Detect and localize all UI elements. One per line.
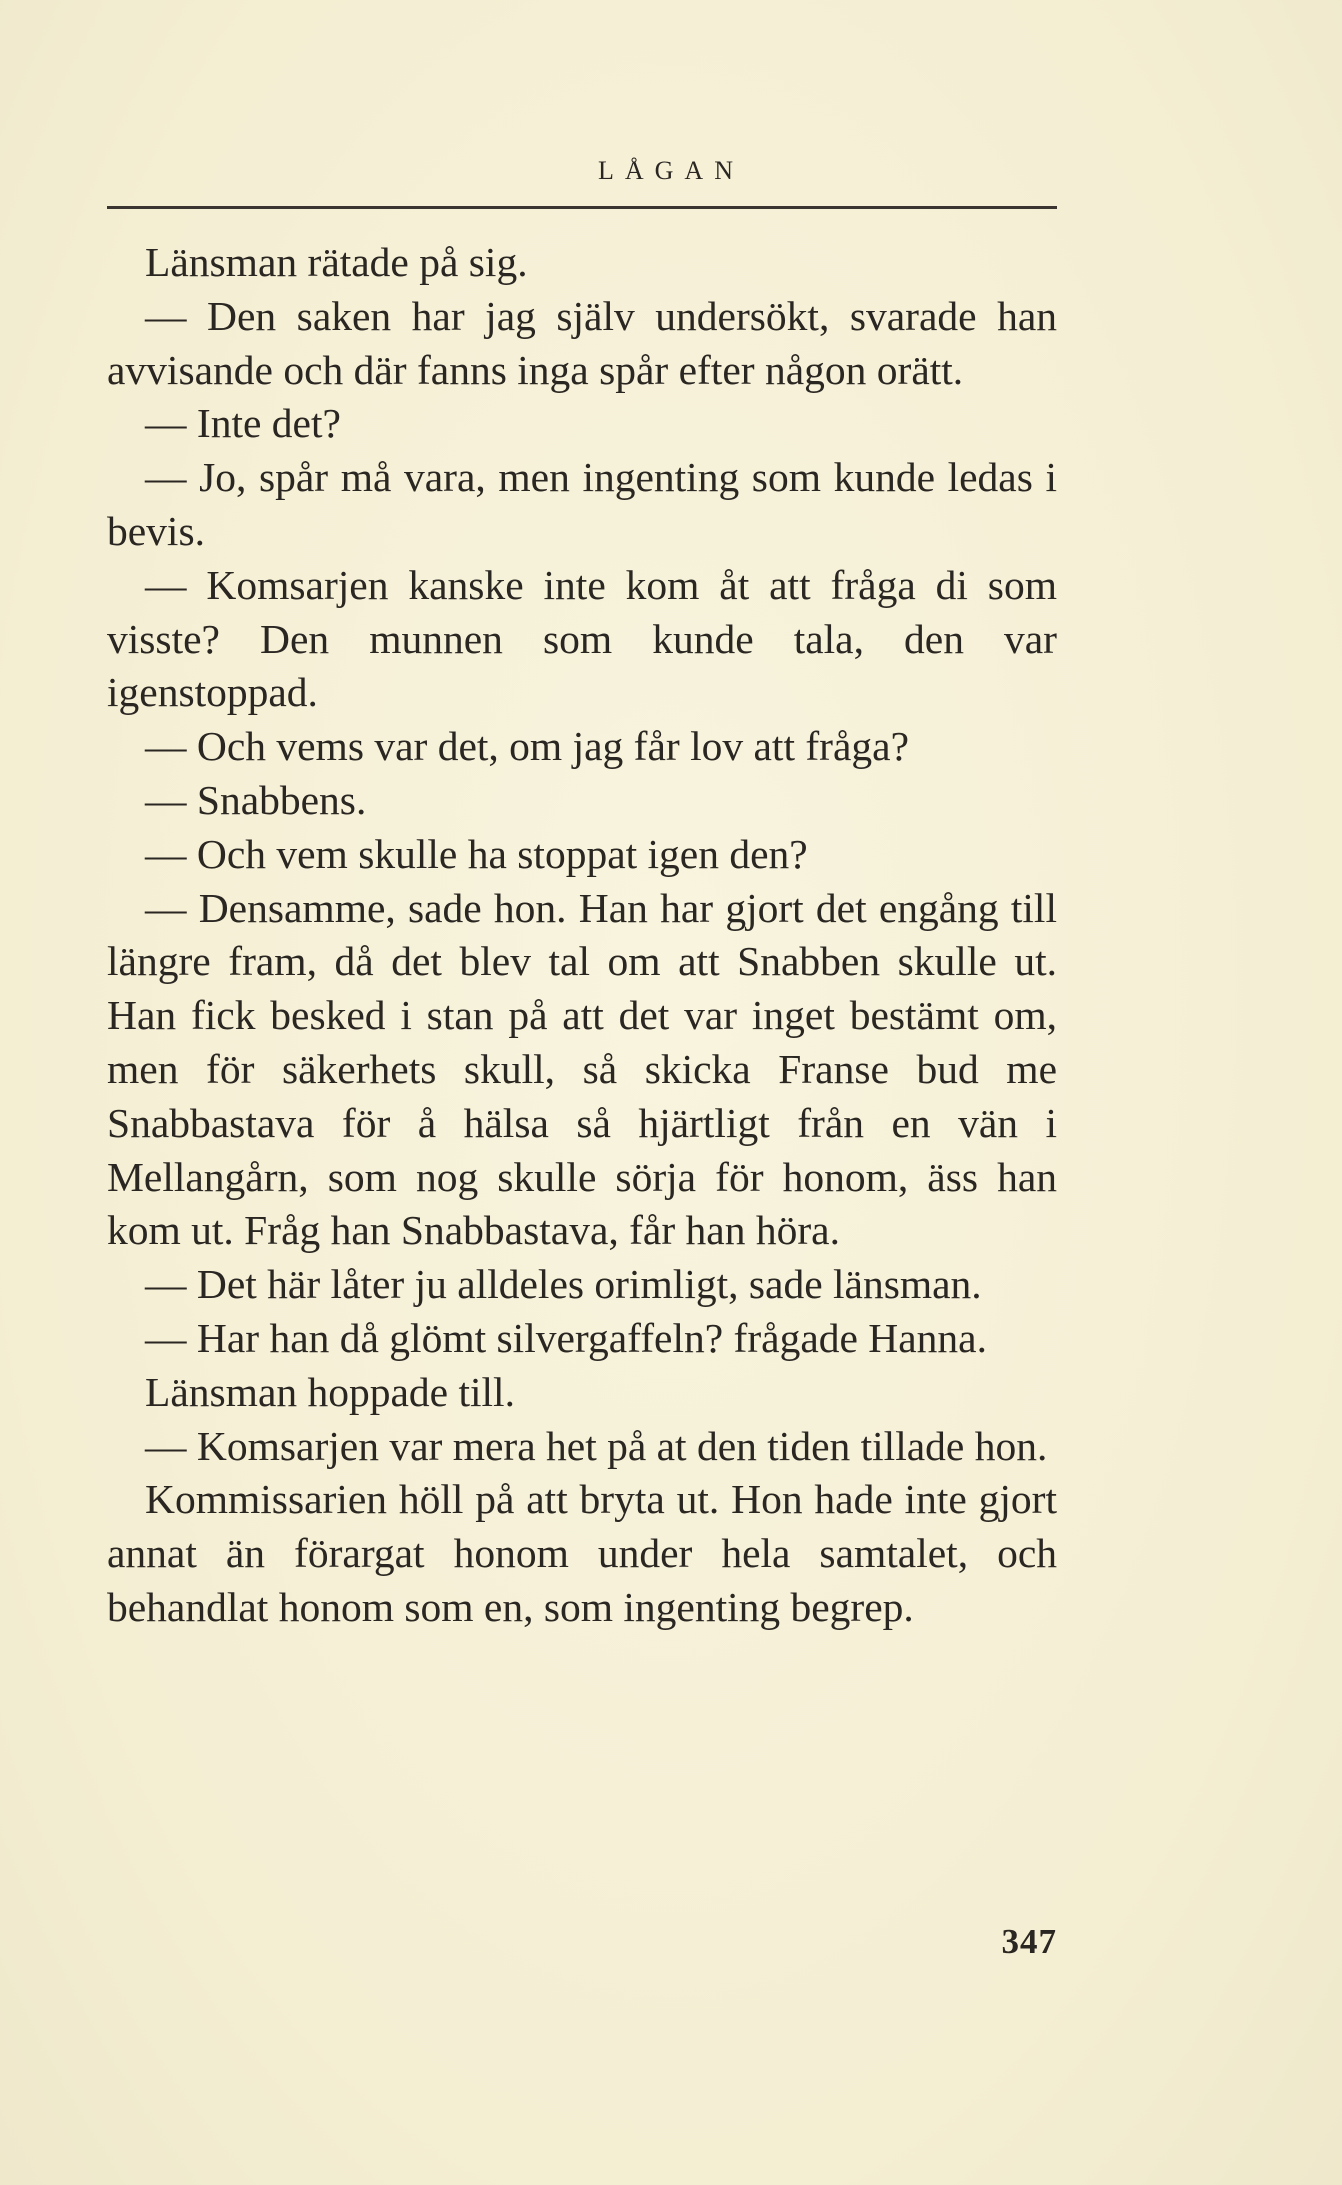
- paragraph: — Komsarjen kanske inte kom åt att fråga di som visste? Den munnen som kunde tala, den var igenstoppad.: [107, 561, 1057, 716]
- page-number: 347: [1001, 1922, 1057, 1961]
- paragraph: Länsman hoppade till.: [145, 1368, 515, 1415]
- paragraph: — Och vem skulle ha stoppat igen den?: [145, 830, 808, 877]
- paragraph: Länsman rätade på sig.: [145, 239, 528, 285]
- paragraph: — Jo, spår må vara, men ingenting som kunde ledas i bevis.: [107, 454, 1057, 554]
- header-rule: [107, 206, 1057, 209]
- paragraph: — Det här låter ju alldeles orimligt, sade länsman.: [145, 1261, 982, 1308]
- paragraph: Kommissarien höll på att bryta ut. Hon hade inte gjort annat än förargat honom under hela samtalet, och behandlat honom som en, som ingenting begrep.: [107, 1476, 1057, 1630]
- paragraph: — Inte det?: [145, 400, 341, 447]
- paragraph: — Snabbens.: [145, 776, 367, 823]
- paragraph: — Den saken har jag själv undersökt, svarade han avvisande och där fanns inga spår efter någon orätt.: [107, 292, 1057, 393]
- running-head: LÅGAN: [598, 156, 744, 185]
- paragraph: — Komsarjen var mera het på at den tiden tillade hon.: [145, 1422, 1048, 1469]
- paragraph: — Densamme, sade hon. Han har gjort det engång till längre fram, då det blev tal om att Snabben skulle ut. Han fick besked i stan på att det var inget bestämt om, men för säkerhets skull, så skicka Franse bud me Snabbastava för å hälsa så hjärtligt från en vän i Mellangårn, som nog skulle sörja för honom, äss han kom ut. Fråg han Snabbastava, får han höra.: [107, 884, 1057, 1254]
- body-text: [107, 236, 1057, 1635]
- paragraph: — Har han då glömt silvergaffeln? frågade Hanna.: [145, 1314, 987, 1361]
- paragraph: — Och vems var det, om jag får lov att fråga?: [145, 723, 910, 770]
